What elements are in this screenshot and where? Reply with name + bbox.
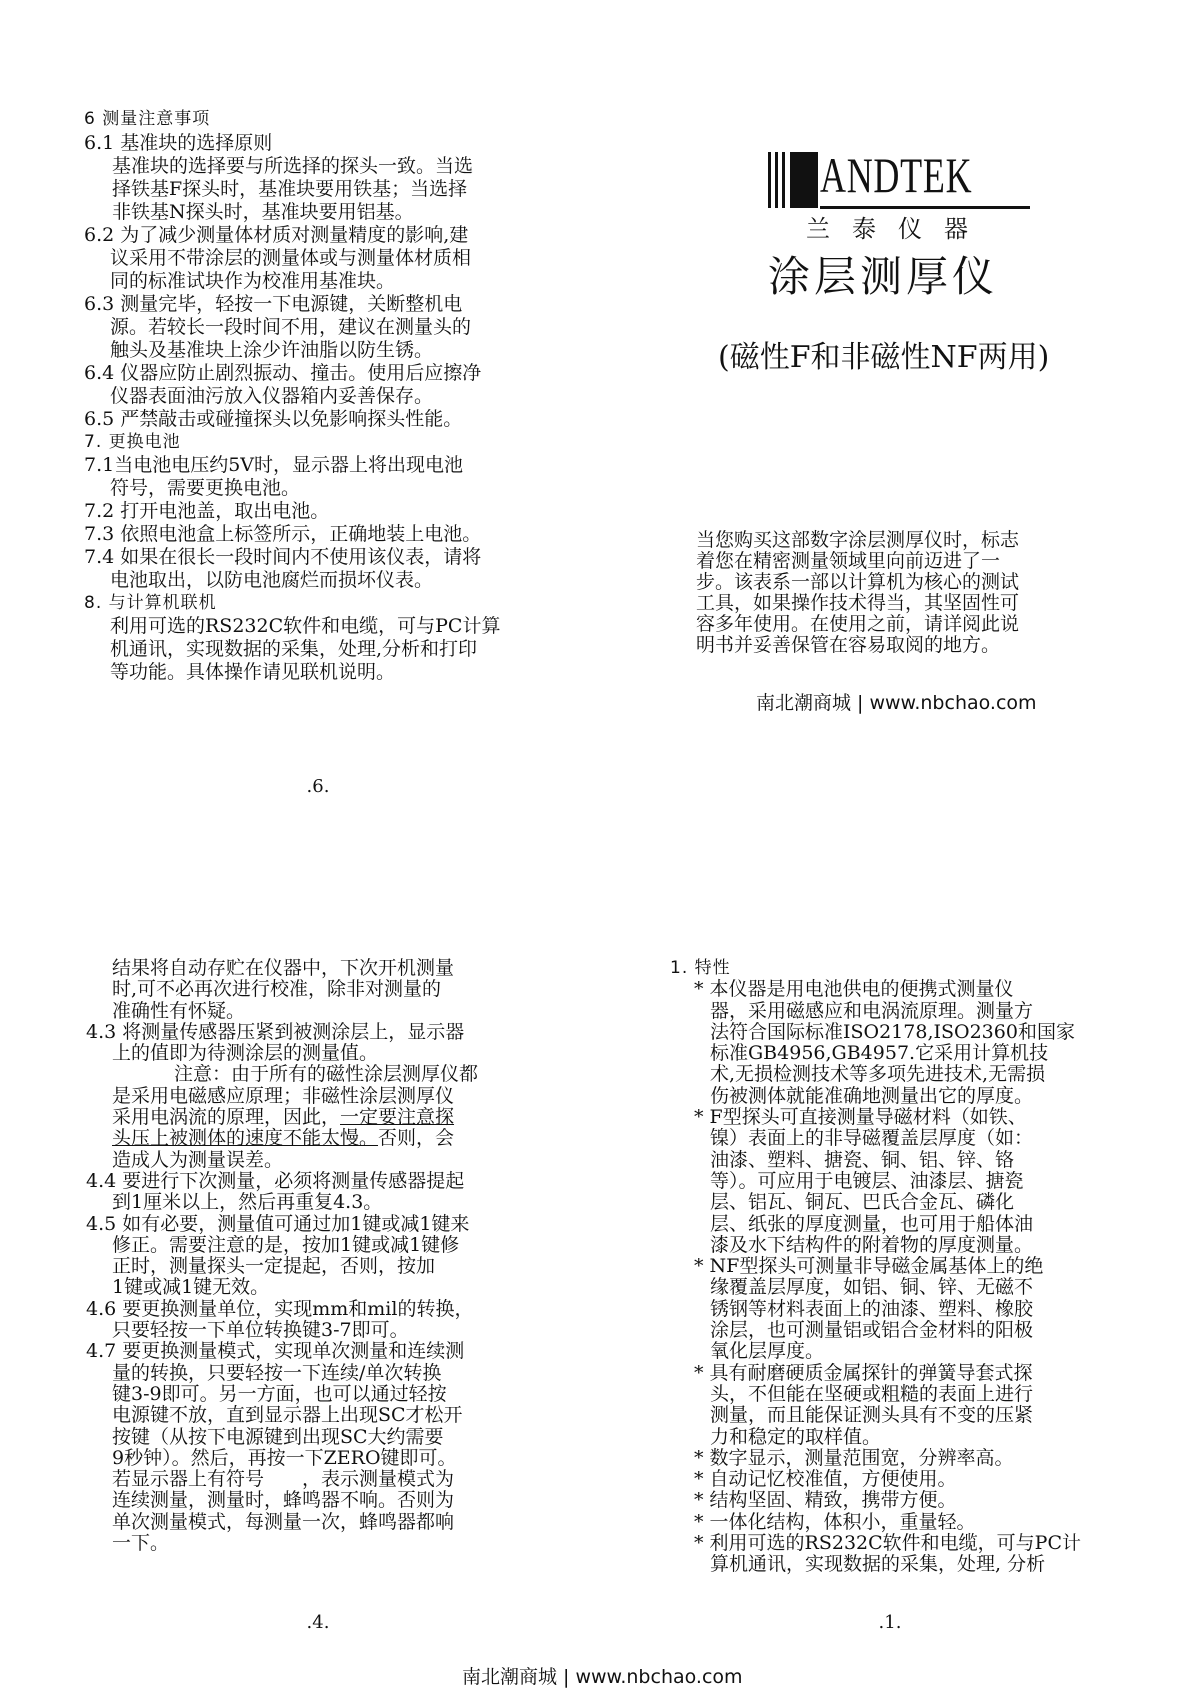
bullet-line: * 具有耐磨硬质金属探针的弹簧导套式探 [694, 1361, 1033, 1384]
text-line: 9秒钟）。然后，再按一下ZERO键即可。 [112, 1446, 457, 1469]
text-line: 利用可选的RS232C软件和电缆，可与PC计算 [110, 615, 501, 637]
text-line: 修正。需要注意的是，按加1键或减1键修 [112, 1233, 460, 1256]
text-line: 同的标准试块作为校准用基准块。 [110, 270, 396, 292]
text-line [86, 1107, 556, 1128]
text-line: 到1厘米以上，然后再重复4.3。 [112, 1191, 383, 1214]
text-line: 算机通讯，实现数据的采集，处理, 分析 [710, 1553, 1046, 1576]
text-line: 标准GB4956,GB4957.它采用计算机技 [710, 1042, 1049, 1065]
text-line: 法符合国际标准ISO2178,ISO2360和国家 [710, 1020, 1075, 1043]
bottom-left-page [86, 958, 556, 1554]
text-line: 只要轻按一下单位转换键3-7即可。 [112, 1319, 409, 1342]
text-line: 6.5 严禁敲击或碰撞探头以免影响探头性能。 [84, 408, 463, 430]
text-line: 单次测量模式，每测量一次，蜂鸣器都响 [112, 1510, 455, 1533]
text-line: 缘覆盖层厚度，如铝、铜、锌、无磁不 [710, 1276, 1034, 1299]
text-line: 按键（从按下电源键到出现SC大约需要 [112, 1425, 444, 1448]
bullet-line: * 数字显示，测量范围宽，分辨率高。 [694, 1446, 1014, 1469]
text-line: 明书并妥善保管在容易取阅的地方。 [696, 634, 1001, 656]
bullet-line: * 自动记忆校准值，方便使用。 [694, 1468, 957, 1491]
text-line: 键3-9即可。另一方面，也可以通过轻按 [112, 1382, 447, 1405]
page-number: .1. [878, 1612, 902, 1633]
text-line: 量的转换，只要轻按一下连续/单次转换 [112, 1361, 442, 1384]
text-line: 4.5 如有必要，测量值可通过加1键或减1键来 [86, 1212, 470, 1235]
text-line: 当您购买这部数字涂层测厚仪时，标志 [696, 529, 1020, 551]
text-line: 准确性有怀疑。 [112, 999, 246, 1022]
text-line [86, 1128, 556, 1149]
emphasis-underline: 一定要注意探 [340, 1106, 455, 1129]
text-line: 注意：由于所有的磁性涂层测厚仪都 [174, 1063, 479, 1086]
text-line: 4.3 将测量传感器压紧到被测涂层上，显示器 [86, 1020, 465, 1043]
text-line: 测量，而且能保证测头具有不变的压紧 [710, 1404, 1034, 1427]
section-heading: 7. 更换电池 [84, 432, 181, 452]
text-line: 连续测量，测量时，蜂鸣器不响。否则为 [112, 1489, 455, 1512]
text-line: 7.2 打开电池盖，取出电池。 [84, 500, 330, 522]
text-line: 漆及水下结构件的附着物的厚度测量。 [710, 1233, 1034, 1256]
text-line: 7.3 依照电池盒上标签所示，正确地装上电池。 [84, 523, 482, 545]
text-line: 仪器表面油污放入仪器箱内妥善保存。 [110, 385, 434, 407]
section-heading: 8. 与计算机联机 [84, 593, 217, 613]
text-line: 锈钢等材料表面上的油漆、塑料、橡胶 [710, 1297, 1034, 1320]
text-line: 一下。 [112, 1532, 170, 1555]
text-line: 机通讯，实现数据的采集，处理,分析和打印 [110, 638, 478, 660]
text-line: 着您在精密测量领域里向前迈进了一 [696, 550, 1001, 572]
text-line: 是采用电磁感应原理；非磁性涂层测厚仪 [112, 1084, 455, 1107]
text-span: 采用电涡流的原理，因此， [112, 1106, 341, 1129]
text-line: 4.4 要进行下次测量，必须将测量传感器提起 [86, 1169, 465, 1192]
text-line: 氧化层厚度。 [710, 1340, 825, 1363]
text-line: 4.6 要更换测量单位，实现mm和mil的转换， [86, 1297, 474, 1320]
bullet-line: * 结构坚固、精致，携带方便。 [694, 1489, 957, 1512]
logo-text: ANDTEK [820, 147, 973, 203]
footer-website-link[interactable]: 南北潮商城 | www.nbchao.com [462, 1666, 743, 1688]
text-line: 6.4 仪器应防止剧烈振动、撞击。使用后应擦净 [84, 362, 482, 384]
text-line: 等）。可应用于电镀层、油漆层、搪瓷 [710, 1169, 1024, 1192]
bottom-right-page [670, 958, 1130, 1576]
website-link[interactable]: 南北潮商城 | www.nbchao.com [756, 692, 1037, 714]
section-heading: 1. 特性 [670, 958, 731, 978]
bullet-line: * 利用可选的RS232C软件和电缆，可与PC计 [694, 1532, 1081, 1555]
text-line: 器，采用磁感应和电涡流原理。测量方 [710, 999, 1034, 1022]
text-line: 7.4 如果在很长一段时间内不使用该仪表，请将 [84, 546, 482, 568]
text-line: 4.7 要更换测量模式，实现单次测量和连续测 [86, 1340, 465, 1363]
text-span: 否则，会 [378, 1127, 455, 1150]
text-line: 符号，需要更换电池。 [110, 477, 301, 499]
text-line: 造成人为测量误差。 [112, 1148, 284, 1171]
text-line: 择铁基F探头时，基准块要用铁基；当选择 [112, 178, 468, 200]
intro-paragraph [696, 530, 1096, 656]
section-heading: 6 测量注意事项 [84, 109, 211, 129]
text-line: 伤被测体就能准确地测量出它的厚度。 [710, 1084, 1034, 1107]
text-line: 正时，测量探头一定提起，否则，按加 [112, 1255, 436, 1278]
text-line: 工具，如果操作技术得当，其坚固性可 [696, 592, 1020, 614]
product-title: 涂层测厚仪 [768, 252, 999, 301]
page-number: .6. [306, 776, 330, 797]
text-line: 基准块的选择要与所选择的探头一致。当选 [112, 155, 474, 177]
logo [768, 147, 1048, 243]
text-line: 油漆、塑料、搪瓷、铜、铝、锌、铬 [710, 1148, 1015, 1171]
text-line: 电源键不放，直到显示器上出现SC才松开 [112, 1404, 463, 1427]
text-line: 力和稳定的取样值。 [710, 1425, 882, 1448]
bullet-line: * F型探头可直接测量导磁材料（如铁、 [694, 1106, 1027, 1129]
text-line: 6.2 为了减少测量体材质对测量精度的影响,建 [84, 224, 469, 246]
text-line: 上的值即为待测涂层的测量值。 [112, 1042, 379, 1065]
bullet-line: * NF型探头可测量非导磁金属基体上的绝 [694, 1255, 1044, 1278]
text-line: 触头及基准块上涂少许油脂以防生锈。 [110, 339, 434, 361]
text-line: 容多年使用。在使用之前，请详阅此说 [696, 613, 1020, 635]
text-line: 步。该表系一部以计算机为核心的测试 [696, 571, 1020, 593]
text-line: 议采用不带涂层的测量体或与测量体材质相 [110, 247, 472, 269]
bullet-line: * 一体化结构，体积小，重量轻。 [694, 1510, 976, 1533]
text-line: 源。若较长一段时间不用，建议在测量头的 [110, 316, 472, 338]
page-number: .4. [306, 1612, 330, 1633]
text-line: 术,无损检测技术等多项先进技术,无需损 [710, 1063, 1046, 1086]
product-subtitle: (磁性F和非磁性NF两用) [718, 340, 1050, 375]
text-line: 层、铝瓦、铜瓦、巴氏合金瓦、磷化 [710, 1191, 1015, 1214]
text-line: 层、纸张的厚度测量，也可用于船体油 [710, 1212, 1034, 1235]
bullet-line: * 本仪器是用电池供电的便携式测量仪 [694, 978, 1014, 1001]
text-line: 若显示器上有符号 ，表示测量模式为 [112, 1468, 455, 1491]
logo-chinese: 兰泰仪器 [806, 215, 990, 243]
text-line: 头，不但能在坚硬或粗糙的表面上进行 [710, 1382, 1034, 1405]
text-line: 等功能。具体操作请见联机说明。 [110, 661, 396, 683]
text-line: 7.1当电池电压约5V时，显示器上将出现电池 [84, 454, 464, 476]
text-line: 6.3 测量完毕，轻按一下电源键，关断整机电 [84, 293, 463, 315]
emphasis-underline: 头压上被测体的速度不能太慢。 [112, 1127, 379, 1150]
text-line: 非铁基N探头时，基准块要用铝基。 [112, 201, 414, 223]
text-line: 时,可不必再次进行校准，除非对测量的 [112, 978, 442, 1001]
text-line: 结果将自动存贮在仪器中，下次开机测量 [112, 957, 455, 979]
text-line: 涂层，也可测量铝或铝合金材料的阳极 [710, 1319, 1034, 1342]
text-line: 电池取出，以防电池腐烂而损坏仪表。 [110, 569, 434, 591]
text-line: 镍）表面上的非导磁覆盖层厚度（如： [710, 1127, 1034, 1150]
subsection-title: 6.1 基准块的选择原则 [84, 132, 273, 154]
text-line: 1键或减1键无效。 [112, 1276, 270, 1299]
top-left-page [84, 108, 554, 684]
